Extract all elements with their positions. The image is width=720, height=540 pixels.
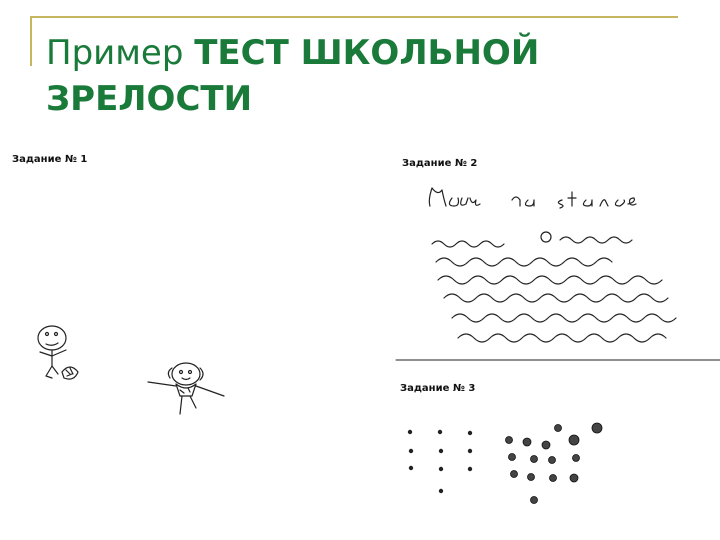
copied-phrase-drawing [429, 188, 636, 208]
task-3-label: Задание № 3 [400, 383, 476, 394]
child-drawing-figure-right [148, 363, 224, 414]
task-2-label: Задание № 2 [402, 158, 478, 169]
title-bold: ТЕСТ ШКОЛЬНОЙ ЗРЕЛОСТИ [46, 33, 540, 119]
child-dot-copy [506, 423, 603, 504]
copied-wave-pattern [432, 232, 676, 342]
child-drawing-figure-left [38, 326, 78, 379]
title-regular: Пример [46, 33, 184, 73]
copied-dot-pattern [408, 430, 472, 493]
task-1-label: Задание № 1 [12, 154, 88, 165]
